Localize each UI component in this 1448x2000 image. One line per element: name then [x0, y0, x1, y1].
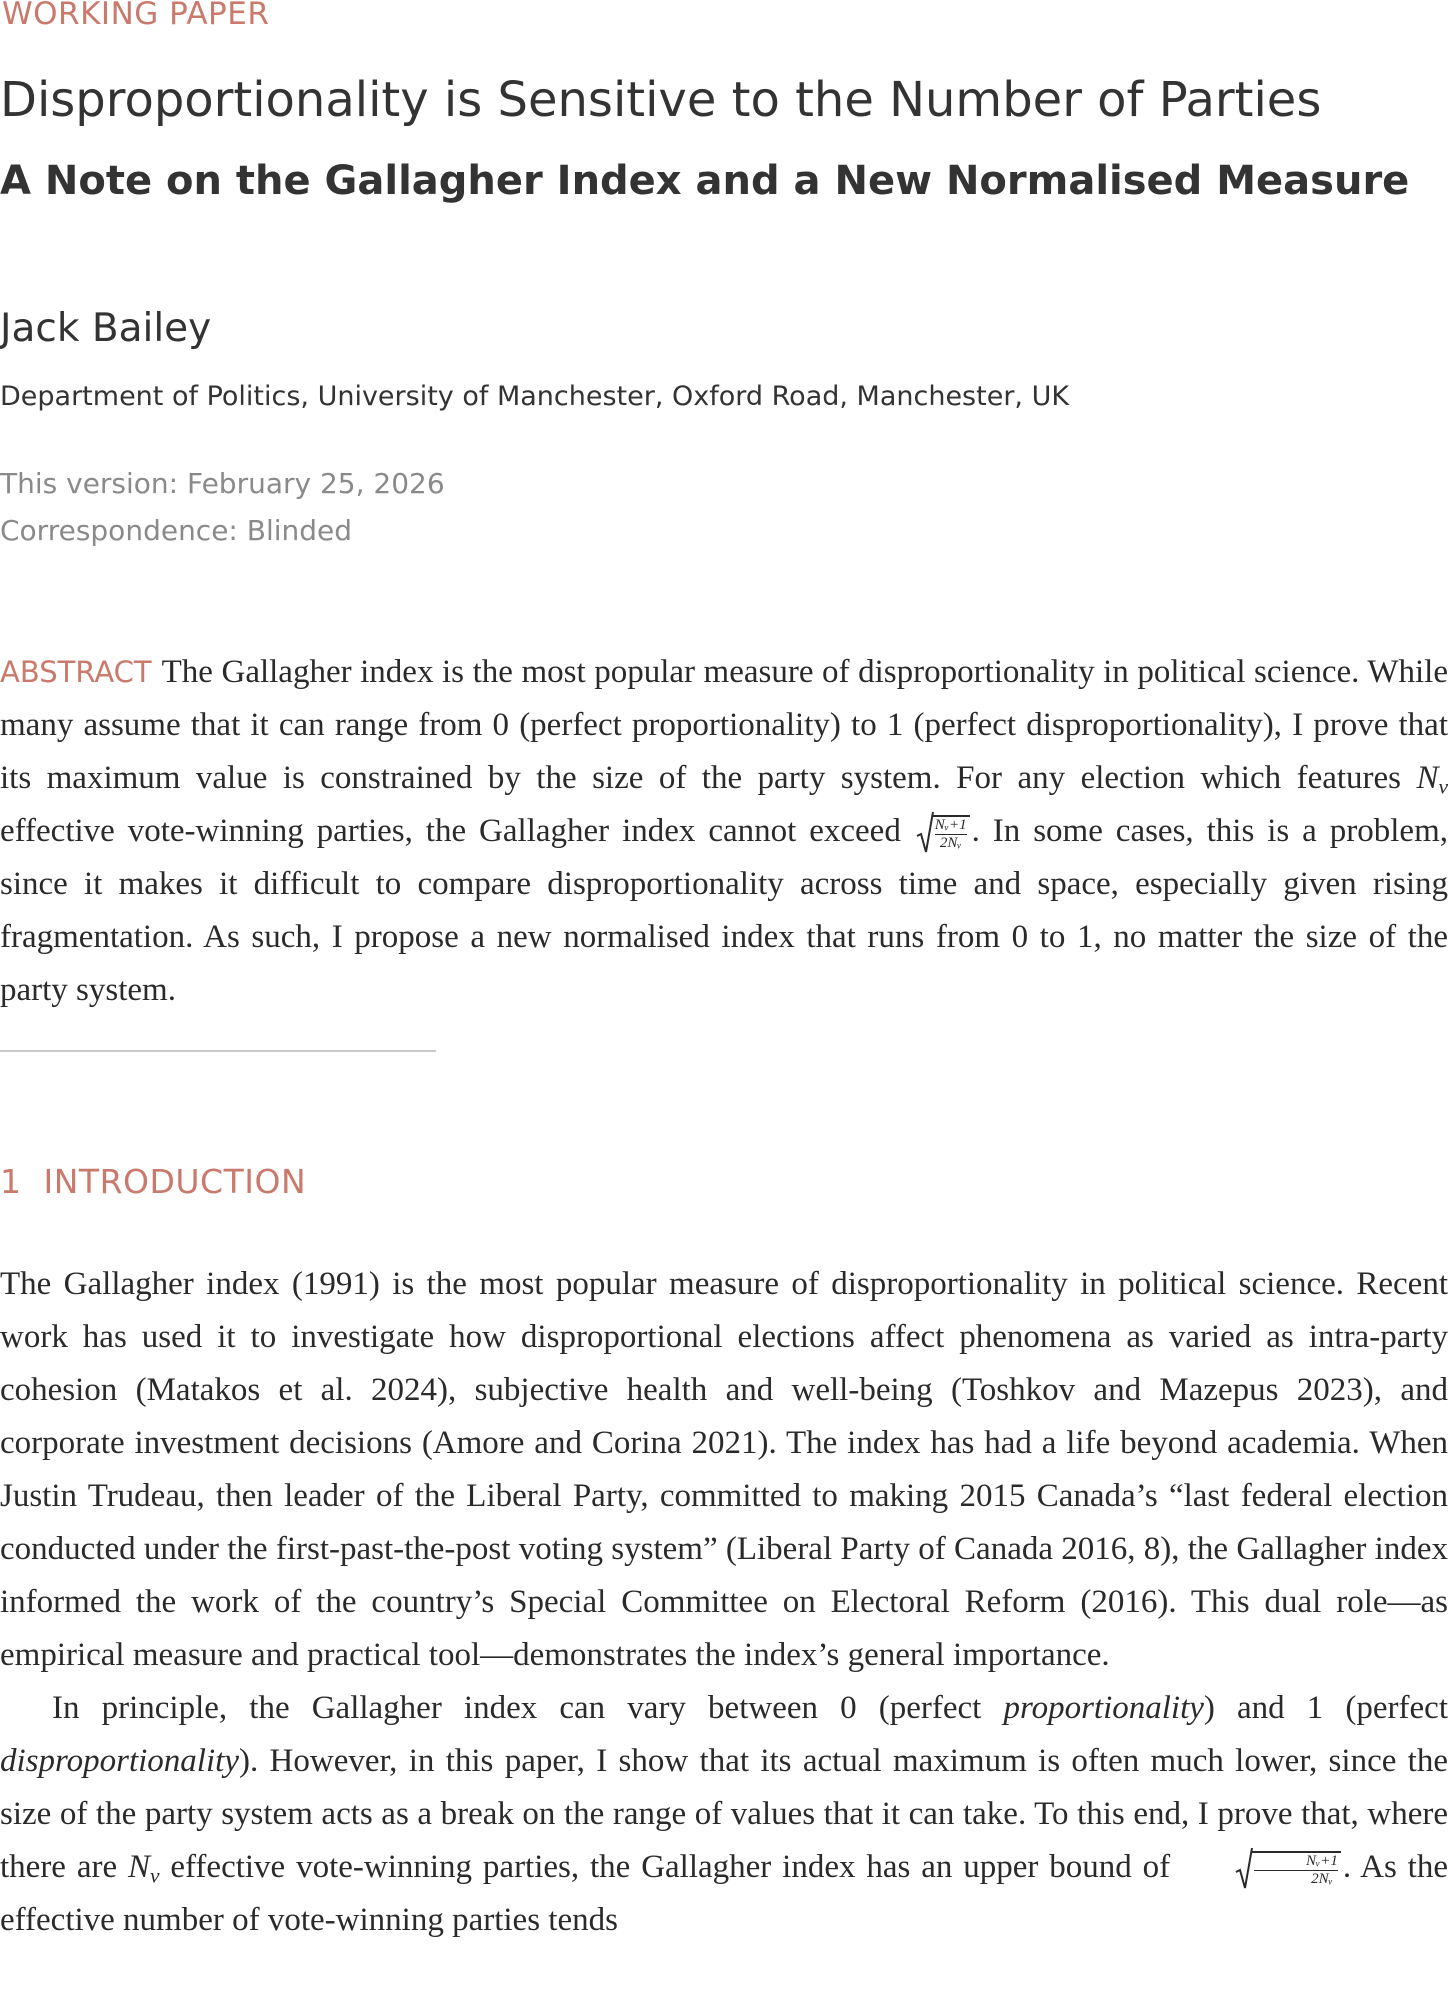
- sqrt-bound-formula: [916, 810, 970, 856]
- frac-numerator: Nᵥ+1: [935, 818, 967, 836]
- abstract-text-3: . In some cases, this is a problem, since it makes it difficult to compare disproportionality across time and space, especially given rising fragmentation. As such, I propose a new normalised index that runs from 0 to 1, no matter the size of the party system.: [0, 813, 1448, 1008]
- paper-subtitle: A Note on the Gallagher Index and a New Normalised Measure: [0, 158, 1410, 204]
- frac-denominator: 2Nᵥ: [939, 835, 962, 852]
- author-affiliation: Department of Politics, University of Manchester, Oxford Road, Manchester, UK: [0, 381, 1070, 412]
- paragraph-2: In principle, the Gallagher index can vary between 0 (perfect proportionality) and 1 (perfect disproportionality). However, in this paper, I show that its actual maximum is often much lower, since the size of the party system acts as a break on the range of values that it can take. To this end, I prove that, where there are $N_v$ effective vote-winning parties, the Gallagher index has an upper bound of $\frac{\text{Nᵥ+1}}{\text{2Nᵥ}}$ . As the effective number of vote-winning parties tends: [0, 1690, 1448, 1938]
- math-nv: $N_v$: [1416, 760, 1448, 799]
- divider: [0, 1050, 436, 1052]
- abstract-text-2: effective vote-winning parties, the Gallagher index cannot exceed: [0, 813, 901, 849]
- section-number: 1: [0, 1162, 22, 1201]
- version-date: This version: February 25, 2026: [0, 467, 445, 500]
- sqrt-bound-formula-body: $\frac{\text{Nᵥ+1}}{\text{2Nᵥ}}$: [1183, 1846, 1341, 1892]
- abstract: [0, 646, 1448, 1017]
- paper-title: Disproportionality is Sensitive to the Number of Parties: [0, 72, 1322, 128]
- working-paper-label: WORKING PAPER: [2, 0, 270, 32]
- correspondence: Correspondence: Blinded: [0, 514, 353, 547]
- section-title: INTRODUCTION: [43, 1162, 307, 1201]
- section-heading-introduction: [0, 1162, 306, 1201]
- abstract-label: ABSTRACT: [0, 655, 152, 689]
- abstract-text-1: The Gallagher index is the most popular measure of disproportionality in political science. While many assume that it can range from 0 (perfect proportionality) to 1 (perfect disproportionality), I prove that its maximum value is constrained by the size of the party system. For any election which features: [0, 654, 1448, 796]
- paragraph-1: The Gallagher index (1991) is the most popular measure of disproportionality in political science. Recent work has used it to investigate how disproportional elections affect phenomena as varied as intra-party cohesion (Matakos et al. 2024), subjective health and well-being (Toshkov and Mazepus 2023), and corporate investment decisions (Amore and Corina 2021). The index has had a life beyond academia. When Justin Trudeau, then leader of the Liberal Party, committed to making 2015 Canada’s “last federal election conducted under the first-past-the-post voting system” (Liberal Party of Canada 2016, 8), the Gallagher index informed the work of the country’s Special Committee on Electoral Reform (2016). This dual role—as empirical measure and practical tool—demonstrates the index’s general importance.: [0, 1266, 1448, 1673]
- author-name: Jack Bailey: [0, 306, 212, 351]
- introduction-body: [0, 1258, 1448, 1947]
- math-nv-body: $N_v$: [127, 1849, 160, 1888]
